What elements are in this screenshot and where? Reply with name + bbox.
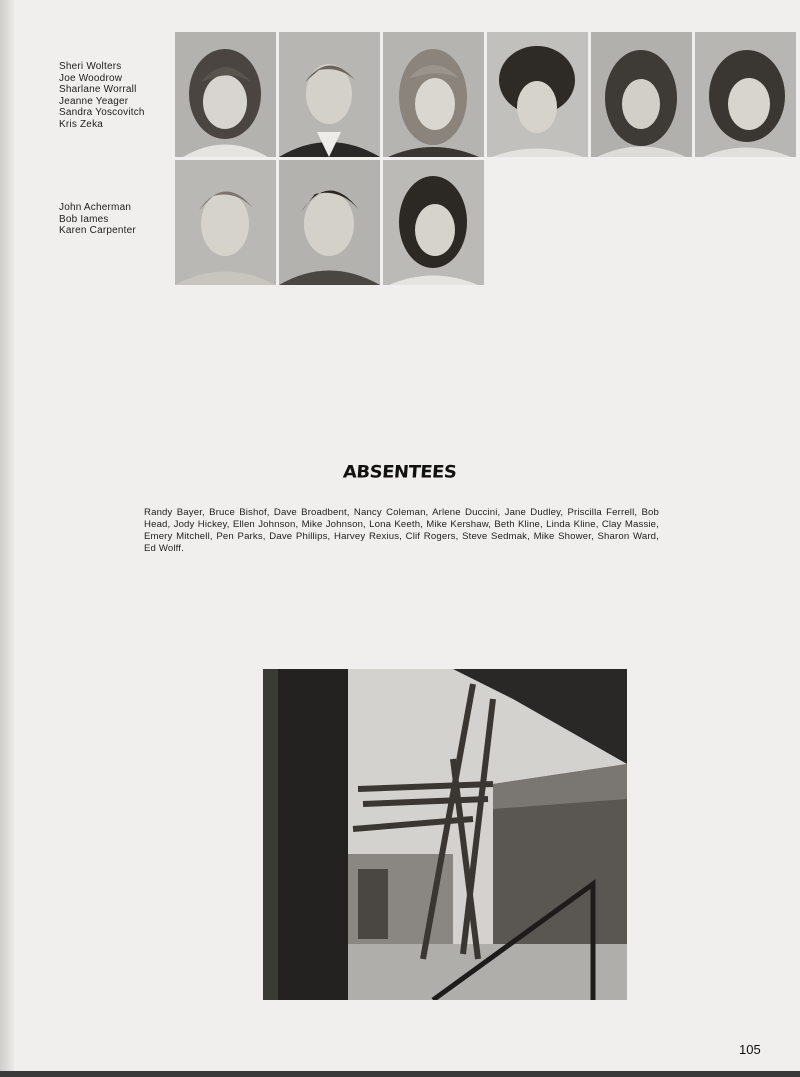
student-name: John Acherman — [59, 202, 132, 213]
campus-sculpture-photo — [263, 669, 627, 1000]
portrait-photo — [279, 32, 380, 157]
student-name: Sheri Wolters — [59, 61, 122, 72]
portrait-photo — [383, 160, 484, 285]
page-number: 105 — [739, 1042, 761, 1057]
portrait-photo — [279, 160, 380, 285]
row1-name-list — [59, 61, 145, 130]
portrait-photo — [695, 32, 796, 157]
portrait-photo — [175, 160, 276, 285]
page-bottom-edge — [0, 1071, 800, 1077]
student-name: Jeanne Yeager — [59, 95, 129, 107]
page-binding-edge — [0, 0, 14, 1077]
student-name: Kris Zeka — [59, 118, 104, 130]
student-name: Joe Woodrow — [59, 72, 123, 84]
portrait-photo — [591, 32, 692, 157]
absentees-heading — [0, 462, 800, 483]
row2-name-list — [59, 202, 136, 237]
portrait-photo — [175, 32, 276, 157]
student-name: Sandra Yoscovitch — [59, 107, 145, 118]
student-name: Sharlane Worrall — [59, 84, 137, 95]
student-name: Bob Iames — [59, 213, 109, 225]
student-name: Karen Carpenter — [59, 225, 136, 236]
absentees-heading-text: ABSENTEES — [342, 462, 458, 483]
portrait-photo — [487, 32, 588, 157]
absentees-list: Randy Bayer, Bruce Bishof, Dave Broadbent, Nancy Coleman, Arlene Duccini, Jane Dudley, Priscilla Ferrell, Bob Head, Jody Hickey, Ellen Johnson, Mike Johnson, Lona Keeth, Mike Kershaw, Beth Kline, Linda Kline, Clay Massie, Emery Mitchell, Pen Parks, Dave Phillips, Harvey Rexius, Clif Rogers, Steve Sedmak, Mike Shower, Sharon Ward, Ed Wolff. — [144, 507, 659, 554]
portrait-photo — [383, 32, 484, 157]
